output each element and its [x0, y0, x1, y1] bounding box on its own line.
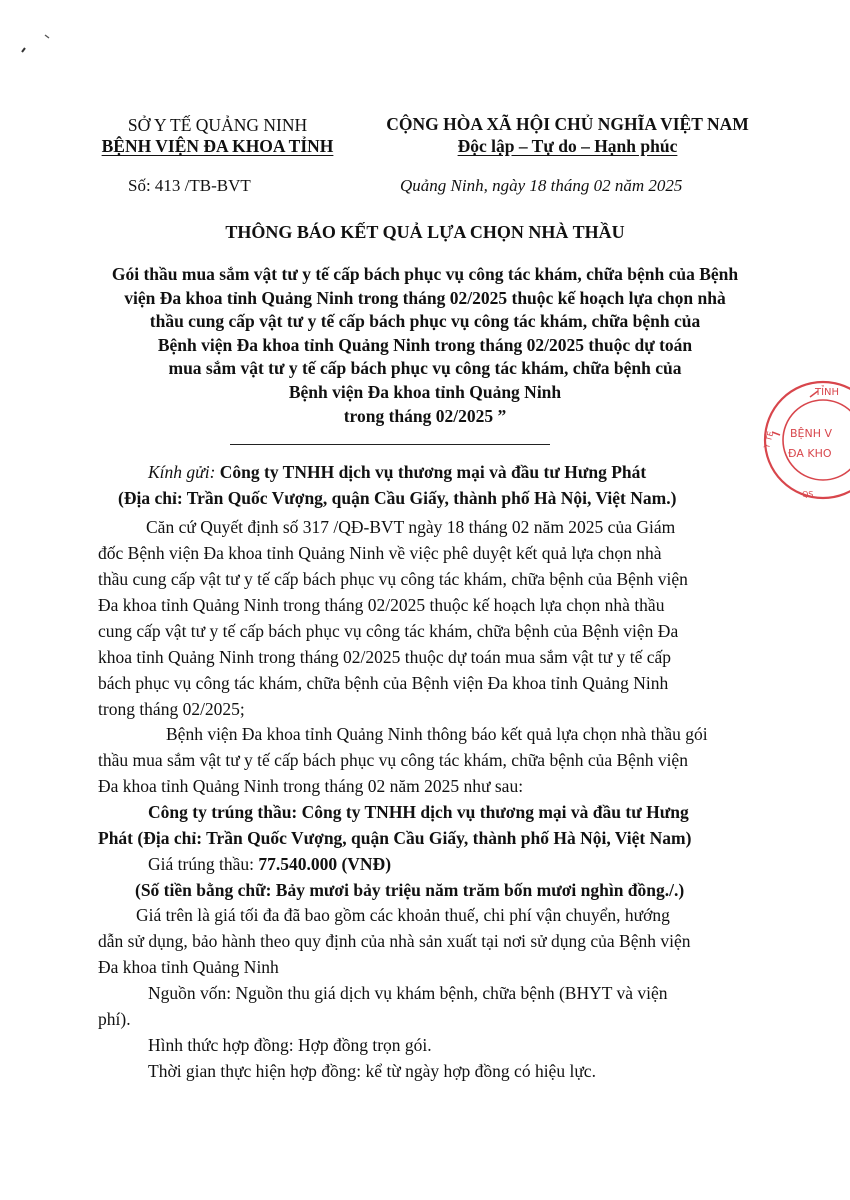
recipient-address: (Địa chỉ: Trần Quốc Vượng, quận Cầu Giấy, thành phố Hà Nội, Việt Nam.): [118, 488, 677, 508]
recipient-label: Kính gửi:: [148, 462, 216, 482]
seal-bottom-mark: QS: [802, 490, 814, 499]
document-title: THÔNG BÁO KẾT QUẢ LỰA CHỌN NHÀ THẦU: [225, 222, 625, 242]
subject-line: Gói thầu mua sắm vật tư y tế cấp bách phục vụ công tác khám, chữa bệnh của Bệnh: [111, 264, 739, 284]
paragraph-line: Giá trên là giá tối đa đã bao gồm các khoản thuế, chi phí vận chuyển, hướng: [136, 905, 670, 925]
national-motto: Độc lập – Tự do – Hạnh phúc: [457, 136, 678, 156]
hospital-name: BỆNH VIỆN ĐA KHOA TỈNH: [101, 136, 334, 156]
subject-line: Bệnh viện Đa khoa tỉnh Quảng Ninh: [288, 381, 562, 402]
parent-agency: SỞ Y TẾ QUẢNG NINH: [127, 115, 308, 135]
scan-mark: [18, 30, 58, 60]
subject-line: trong tháng 02/2025 ”: [343, 405, 507, 426]
seal-inner-line2: ĐA KHO: [788, 447, 832, 460]
paragraph-line: thầu mua sắm vật tư y tế cấp bách phục vụ công tác khám, chữa bệnh của Bệnh viện: [98, 750, 688, 770]
paragraph-line: Đa khoa tỉnh Quảng Ninh: [98, 957, 279, 977]
price-value: 77.540.000 (VNĐ): [258, 854, 392, 874]
winner-line: Phát (Địa chỉ: Trần Quốc Vượng, quận Cầu Giấy, thành phố Hà Nội, Việt Nam): [98, 828, 692, 848]
paragraph-line: đốc Bệnh viện Đa khoa tỉnh Quảng Ninh về việc phê duyệt kết quả lựa chọn nhà: [98, 543, 662, 563]
paragraph-line: trong tháng 02/2025;: [98, 699, 245, 719]
national-header: [360, 113, 775, 157]
seal-inner-line1: BỆNH V: [790, 427, 833, 440]
paragraph-line: Đa khoa tỉnh Quảng Ninh trong tháng 02 năm 2025 như sau:: [98, 776, 524, 796]
seal-ring-text: TỈNH: [815, 387, 840, 398]
paragraph-line: bách phục vụ công tác khám, chữa bệnh của Bệnh viện Đa khoa tỉnh Quảng Ninh: [98, 673, 669, 693]
funding-line: phí).: [98, 1009, 131, 1029]
official-seal: [758, 375, 850, 505]
contract-time: Thời gian thực hiện hợp đồng: kể từ ngày hợp đồng có hiệu lực.: [148, 1061, 596, 1081]
funding-line: Nguồn vốn: Nguồn thu giá dịch vụ khám bệnh, chữa bệnh (BHYT và viện: [148, 983, 668, 1003]
paragraph-line: thầu cung cấp vật tư y tế cấp bách phục vụ công tác khám, chữa bệnh của Bệnh viện: [98, 569, 688, 589]
recipient-line: [148, 460, 646, 484]
paragraph-line: khoa tỉnh Quảng Ninh trong tháng 02/2025 thuộc dự toán mua sắm vật tư y tế cấp: [98, 647, 672, 667]
seal-side-mark: Y TẾ: [762, 430, 776, 450]
subject-line: thầu cung cấp vật tư y tế cấp bách phục vụ công tác khám, chữa bệnh của: [149, 311, 701, 332]
national-title: CỘNG HÒA XÃ HỘI CHỦ NGHĨA VIỆT NAM: [386, 114, 749, 134]
paragraph-line: Bệnh viện Đa khoa tỉnh Quảng Ninh thông báo kết quả lựa chọn nhà thầu gói: [166, 724, 708, 744]
agency-header: [95, 115, 340, 157]
document-date: Quảng Ninh, ngày 18 tháng 02 năm 2025: [400, 176, 683, 195]
contract-type: Hình thức hợp đồng: Hợp đồng trọn gói.: [148, 1035, 432, 1055]
subject-line: Bệnh viện Đa khoa tỉnh Quảng Ninh trong tháng 02/2025 thuộc dự toán: [157, 334, 693, 355]
price-line: [148, 852, 391, 876]
document-subject: [55, 263, 795, 428]
paragraph-line: dẫn sử dụng, bảo hành theo quy định của nhà sản xuất tại nơi sử dụng của Bệnh viện: [98, 931, 691, 951]
paragraph-line: cung cấp vật tư y tế cấp bách phục vụ công tác khám, chữa bệnh của Bệnh viện Đa: [98, 621, 679, 641]
paragraph-line: Căn cứ Quyết định số 317 /QĐ-BVT ngày 18 tháng 02 năm 2025 của Giám: [146, 517, 676, 537]
document-number: Số: 413 /TB-BVT: [128, 176, 251, 195]
divider: [230, 444, 550, 445]
subject-line: mua sắm vật tư y tế cấp bách phục vụ công tác khám, chữa bệnh của: [168, 358, 682, 379]
paragraph-line: Đa khoa tỉnh Quảng Ninh trong tháng 02/2025 thuộc kế hoạch lựa chọn nhà thầu: [98, 595, 665, 615]
subject-line: viện Đa khoa tỉnh Quảng Ninh trong tháng 02/2025 thuộc kế hoạch lựa chọn nhà: [124, 287, 726, 308]
price-label: Giá trúng thầu:: [148, 854, 259, 874]
winner-line: Công ty trúng thầu: Công ty TNHH dịch vụ thương mại và đầu tư Hưng: [148, 802, 689, 822]
recipient-name: Công ty TNHH dịch vụ thương mại và đầu tư Hưng Phát: [219, 462, 647, 482]
price-in-words: (Số tiền bằng chữ: Bảy mươi bảy triệu năm trăm bốn mươi nghìn đồng./.): [135, 880, 685, 900]
